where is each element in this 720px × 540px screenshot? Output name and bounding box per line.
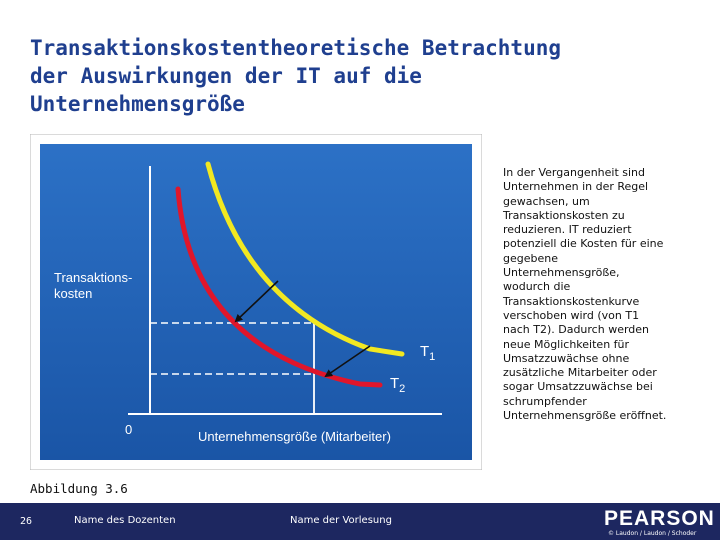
description-line: Transaktionskosten zu <box>503 208 625 222</box>
description-line: potenziell die Kosten für eine <box>503 237 664 251</box>
lecture-name: Name der Vorlesung <box>290 515 392 526</box>
page-number: 26 <box>20 516 33 527</box>
slide-title <box>30 34 690 118</box>
copyright-credit: © Laudon / Laudon / Schoder <box>608 530 697 537</box>
description-line: Unternehmensgröße, <box>503 266 620 280</box>
description-line: In der Vergangenheit sind <box>503 166 646 179</box>
series-label-t2-sub: 2 <box>399 383 406 395</box>
description-line: nach T2). Dadurch werden <box>503 323 650 337</box>
transaction-cost-figure <box>30 134 482 470</box>
description-line: gegebene <box>503 251 558 265</box>
description-line: neue Möglichkeiten für <box>503 337 630 351</box>
description-line: sogar Umsatzzuwächse bei <box>503 380 653 394</box>
series-label-t2: $T_2$ <box>390 375 406 395</box>
title-line-3: Unternehmensgröße <box>30 92 245 116</box>
description-line: schrumpfender <box>503 394 587 408</box>
description-line: Transaktionskostenkurve <box>503 294 640 308</box>
figure-caption: Abbildung 3.6 <box>30 481 128 496</box>
pearson-logo: PEARSON <box>604 507 715 530</box>
description-line: Unternehmensgröße eröffnet. <box>503 409 667 423</box>
description-line: zusätzliche Mitarbeiter oder <box>503 366 657 380</box>
transaction-cost-chart <box>30 134 482 470</box>
y-axis-label-line-1: Transaktions- <box>54 270 133 285</box>
description-line: verschoben wird (von T1 <box>503 308 640 322</box>
x-axis-label: Unternehmensgröße (Mitarbeiter) <box>198 429 391 444</box>
series-label-t1: $T_1$ <box>420 343 436 363</box>
footer-bar <box>0 503 720 540</box>
description-line: reduzieren. IT reduziert <box>503 223 632 237</box>
y-axis-label-line-2: kosten <box>54 286 93 301</box>
description-line: wodurch die <box>503 280 571 294</box>
description-line: Unternehmen in der Regel <box>503 180 649 194</box>
description-line: Umsatzzuwächse ohne <box>503 351 630 365</box>
origin-label: 0 <box>125 422 133 437</box>
description-text <box>503 166 703 423</box>
description-line: gewachsen, um <box>503 194 590 208</box>
lecturer-name: Name des Dozenten <box>74 515 176 526</box>
series-label-t1-sub: 1 <box>429 351 436 363</box>
title-line-2: der Auswirkungen der IT auf die <box>30 64 422 88</box>
title-line-1: Transaktionskostentheoretische Betrachtung <box>30 36 562 60</box>
